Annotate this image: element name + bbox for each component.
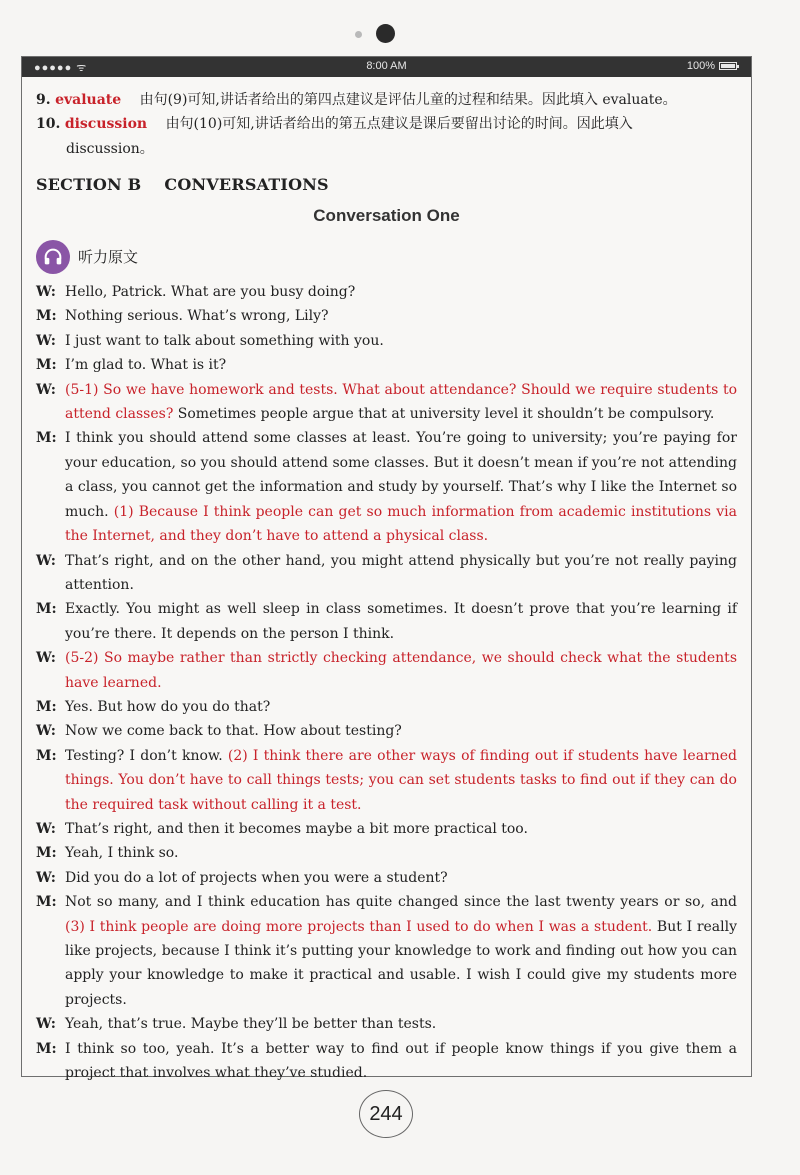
answer-explanation: 由句(10)可知,讲话者给出的第五点建议是课后要留出讨论的时间。因此填入 [165, 116, 633, 133]
status-bar [22, 57, 751, 77]
dialogue-line [36, 1012, 737, 1036]
dialogue-line [36, 744, 737, 817]
speaker-label: W: [36, 552, 56, 569]
dialogue-text: Nothing serious. What’s wrong, Lily? [65, 308, 329, 325]
speaker-label: M: [36, 1040, 57, 1057]
dialogue-line [36, 841, 737, 865]
highlighted-answer-text: (5-2) So maybe rather than strictly checking attendance, we should check what the students have learned. [65, 650, 737, 691]
conversation-title: Conversation One [313, 205, 460, 225]
listening-label: 听力原文 [78, 247, 139, 266]
speaker-label: W: [36, 332, 56, 349]
dialogue-text: Now we come back to that. How about testing? [65, 723, 402, 740]
status-time: 8:00 AM [366, 60, 407, 72]
dialogue-text: That’s right, and on the other hand, you might attend physically but you’re not really paying attention. [65, 552, 737, 593]
dialogue-text: Testing? I don’t know. [65, 747, 228, 764]
speaker-label: W: [36, 284, 56, 301]
dialogue-line [36, 646, 737, 695]
tablet-screen [21, 56, 752, 1082]
dialogue-text: I think so too, yeah. It’s a better way to find out if people know things if you give them a project that involves what they’ve studied. [65, 1040, 737, 1082]
speaker-label: M: [36, 698, 57, 715]
speaker-label: W: [36, 869, 56, 886]
answer-number: 9. [36, 92, 51, 108]
dialogue-text: I’m glad to. What is it? [65, 357, 227, 374]
highlighted-answer-text: (3) I think people are doing more projects than I used to do when I was a student. [65, 918, 653, 935]
highlighted-answer-text: (1) Because I think people can get so much information from academic institutions via the Internet, and they don’t have to attend a physical class. [65, 503, 737, 545]
answer-explanation-continued: discussion。 [66, 140, 154, 157]
dialogue-text: Sometimes people argue that at university level it shouldn’t be compulsory. [173, 406, 715, 423]
dialogue-text: I just want to talk about something with you. [65, 332, 384, 349]
status-battery [687, 60, 737, 72]
speaker-label: M: [36, 894, 57, 911]
dialogue-text: That’s right, and then it becomes maybe a bit more practical too. [65, 820, 528, 837]
headphones-icon [36, 240, 70, 274]
dialogue-text: But I really like projects, because I think it’s putting your knowledge to work and finding out how you can apply your knowledge to make it practical and usable. I wish I could give my students more projects. [65, 918, 738, 1008]
section-heading: SECTION B CONVERSATIONS [36, 175, 329, 195]
speaker-label: M: [36, 747, 57, 764]
battery-percent: 100% [686, 60, 715, 72]
answer-10 [36, 112, 737, 136]
dialogue-line [36, 890, 737, 1012]
page-content [36, 88, 737, 1085]
dialogue-line [36, 426, 737, 548]
dialogue-text: Did you do a lot of projects when you were a student? [65, 869, 448, 886]
answer-number: 10. [36, 116, 61, 133]
highlighted-answer-text: (2) I think there are other ways of finding out if students have learned things. You don’t have to call things tests; you can set students tasks to find out if they can do the required task without calling it a test. [65, 747, 737, 813]
dialogue-line [36, 817, 737, 841]
answer-explanation: 由句(9)可知,讲话者给出的第四点建议是评估儿童的过程和结果。因此填入 evaluate。 [139, 92, 677, 108]
dialogue-line [36, 304, 737, 328]
dialogue-text: Yes. But how do you do that? [65, 698, 271, 715]
signal-wifi-icon: ●●●●● ᯤ [34, 62, 88, 74]
answer-keyword: evaluate [55, 92, 122, 108]
dialogue-line [36, 329, 737, 353]
page-number: 244 [359, 1090, 413, 1138]
speaker-label: M: [36, 308, 57, 325]
speaker-label: W: [36, 1016, 56, 1033]
dialogue-line [36, 549, 737, 598]
answer-9 [36, 88, 737, 112]
highlighted-answer-text: (5-1) So we have homework and tests. What about attendance? Should we require students to attend classes? [65, 381, 737, 423]
speaker-label: W: [36, 650, 56, 667]
camera-indicator-dot [355, 31, 362, 38]
dialogue-text: Not so many, and I think education has quite changed since the last twenty years or so, and [65, 894, 737, 911]
speaker-label: W: [36, 381, 56, 398]
speaker-label: M: [36, 601, 57, 618]
speaker-label: M: [36, 845, 57, 862]
dialogue-transcript [36, 280, 737, 1085]
dialogue-line [36, 719, 737, 743]
dialogue-text: Yeah, I think so. [65, 845, 179, 862]
dialogue-text: Hello, Patrick. What are you busy doing? [65, 284, 356, 301]
dialogue-line [36, 280, 737, 304]
dialogue-line [36, 866, 737, 890]
dialogue-text: Yeah, that’s true. Maybe they’ll be better than tests. [65, 1016, 437, 1033]
speaker-label: M: [36, 430, 57, 447]
answer-keyword: discussion [64, 116, 148, 133]
dialogue-text: I think you should attend some classes at least. You’re going to university; you’re paying for your education, so you should attend some classes. But it doesn’t mean if you’re not attending a class, you cannot get the information and study by yourself. That’s why I like the Internet so much. [65, 430, 737, 520]
dialogue-line [36, 353, 737, 377]
dialogue-line [36, 695, 737, 719]
dialogue-line [36, 1037, 737, 1086]
listening-header [36, 238, 737, 276]
dialogue-line [36, 378, 737, 427]
dialogue-text: Exactly. You might as well sleep in class sometimes. It doesn’t prove that you’re learning if you’re there. It depends on the person I think. [65, 601, 737, 642]
speaker-label: W: [36, 723, 56, 740]
dialogue-line [36, 597, 737, 646]
speaker-label: M: [36, 357, 57, 374]
battery-icon [719, 62, 737, 70]
camera-icon [376, 24, 395, 43]
speaker-label: W: [36, 820, 56, 837]
